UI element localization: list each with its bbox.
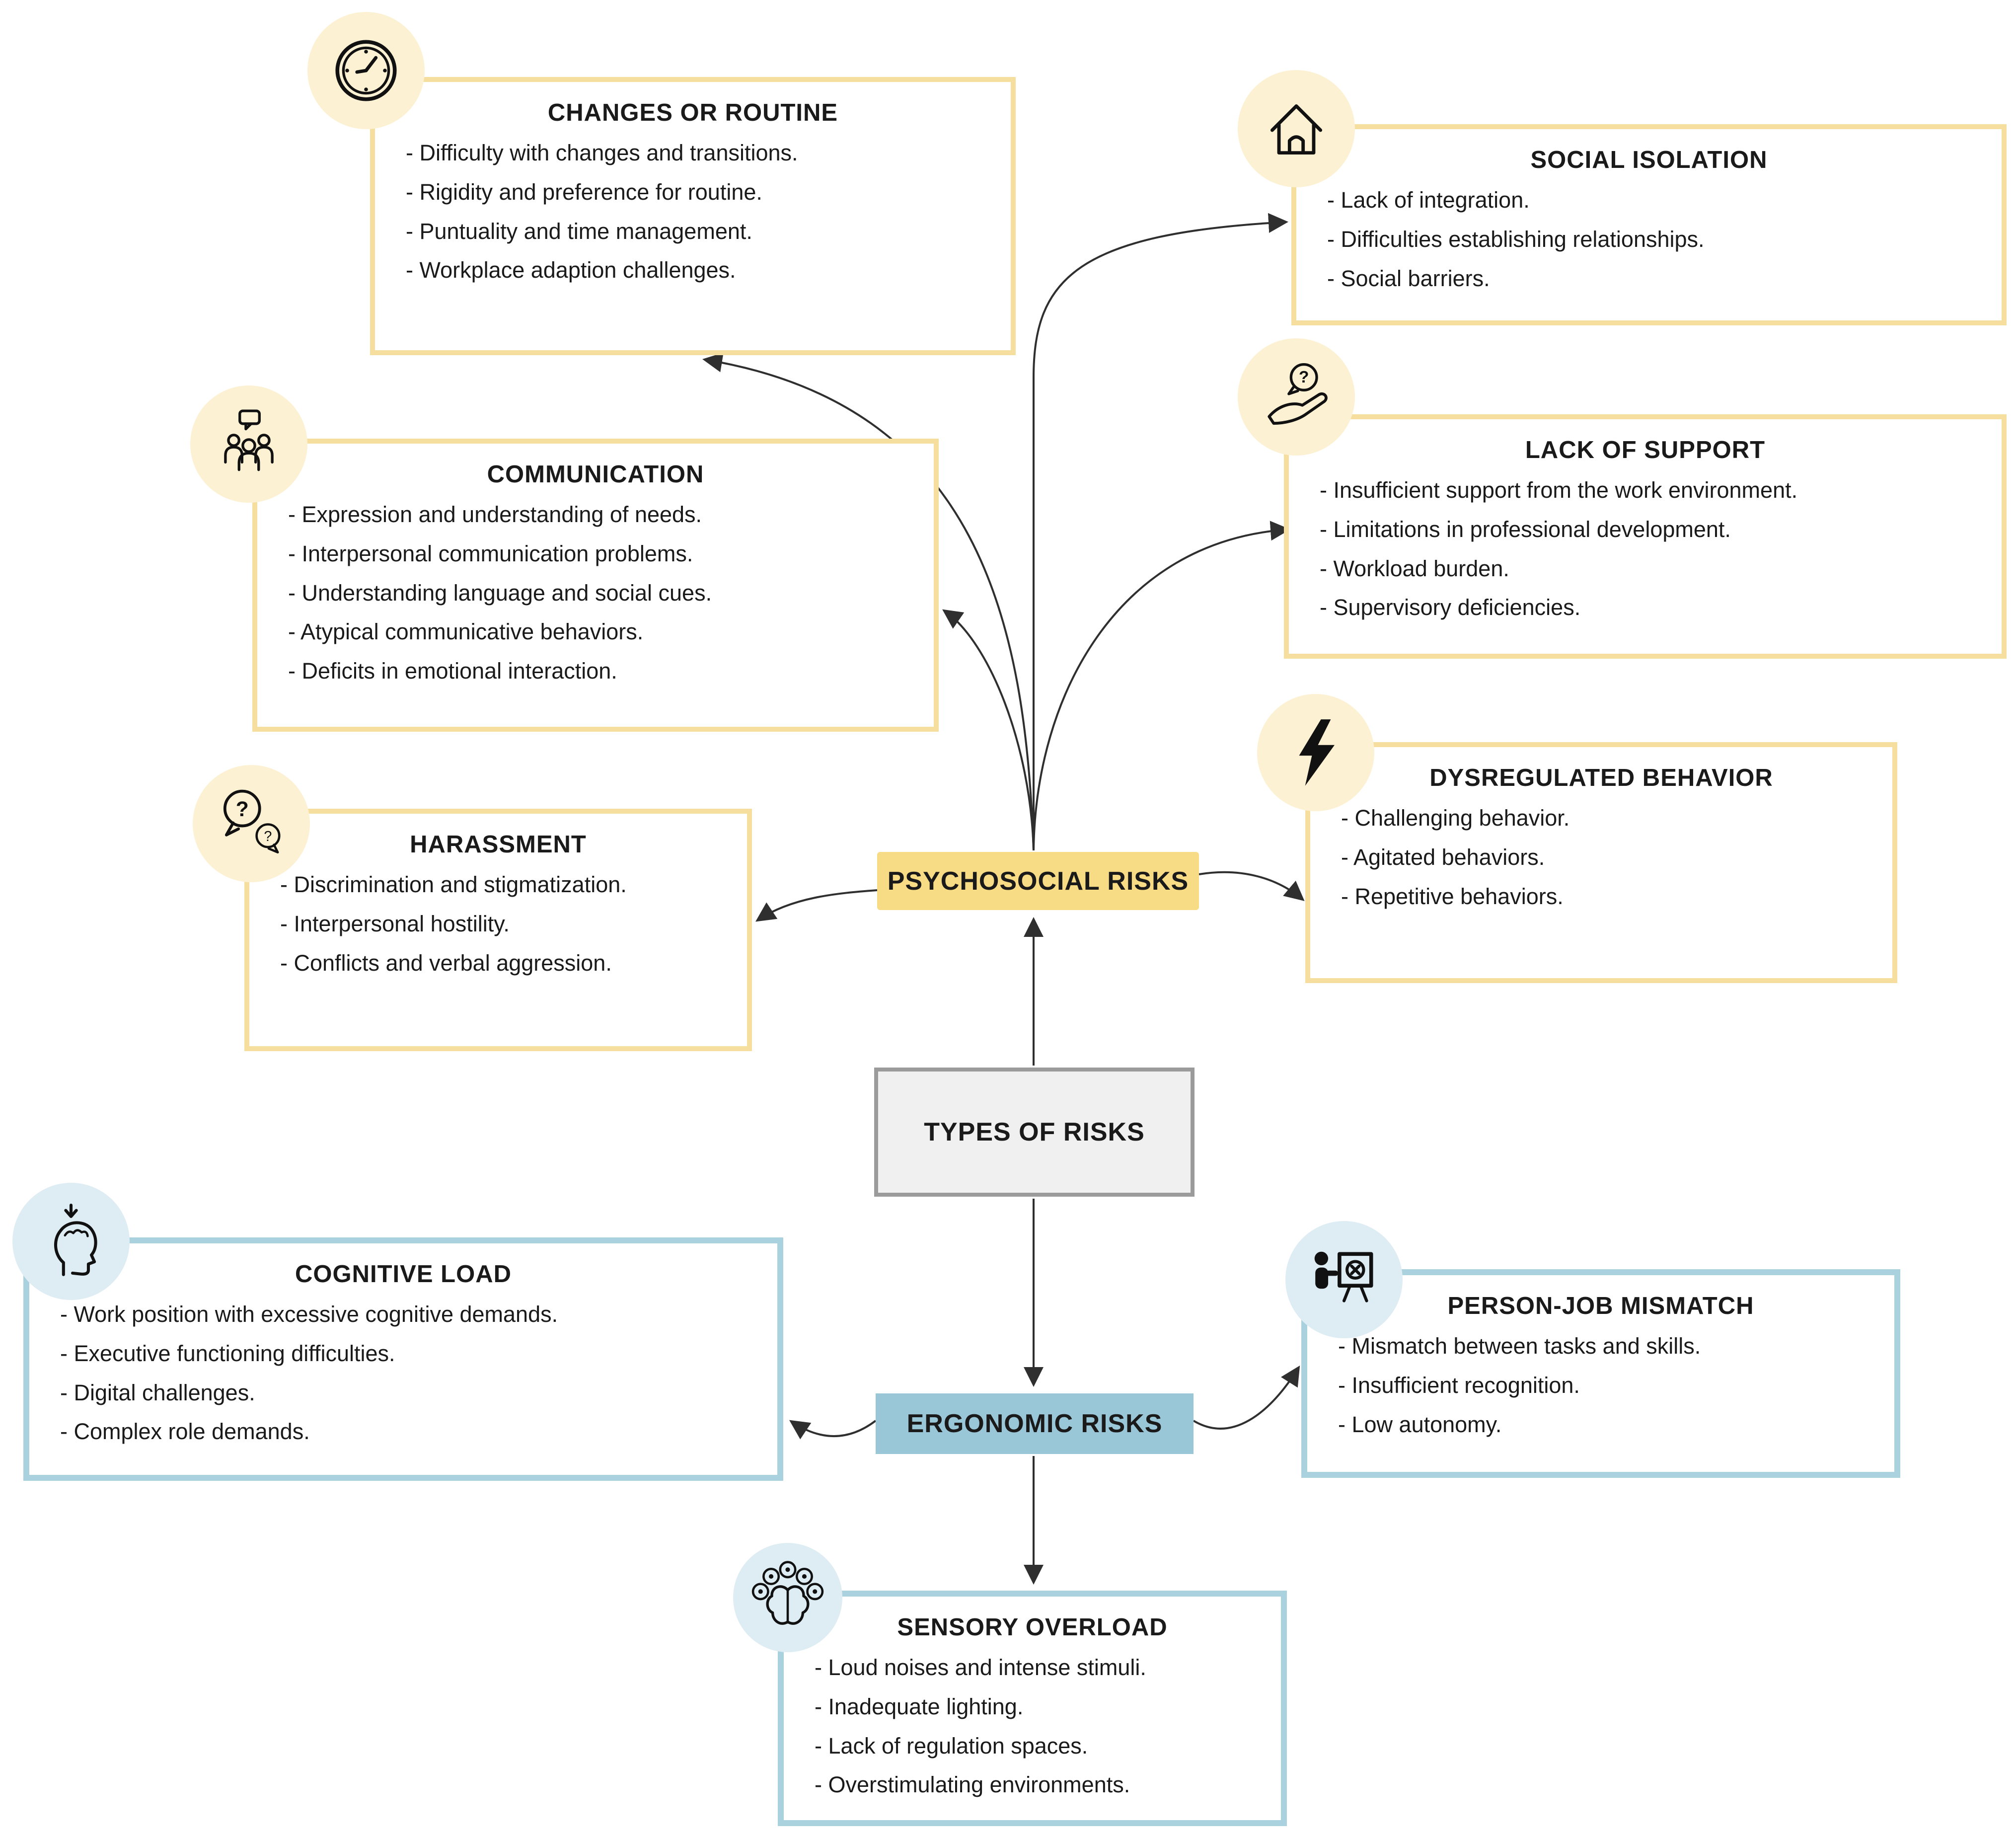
list-item: - Interpersonal communication problems. [288,540,693,566]
svg-text:?: ? [1298,368,1309,387]
question-bubbles-icon [214,786,289,861]
list-item: - Mismatch between tasks and skills. [1338,1333,1701,1359]
list-item: - Complex role demands. [60,1419,310,1445]
list-item: - Supervisory deficiencies. [1320,595,1581,620]
head-brain-icon [33,1204,109,1279]
types-of-risks-label: TYPES OF RISKS [924,1118,1145,1147]
person-job-mismatch-items [1307,1322,1894,1444]
list-item: - Insufficient recognition. [1338,1372,1580,1398]
list-item: - Challenging behavior. [1341,805,1570,831]
dysregulated-icon-badge [1257,694,1374,811]
types-of-risks-node [874,1068,1195,1197]
list-item: - Conflicts and verbal aggression. [280,950,612,976]
lightning-icon [1278,715,1353,790]
list-item: - Executive functioning difficulties. [60,1340,395,1366]
changes-or-routine-box [370,77,1016,355]
svg-text:?: ? [264,828,272,844]
list-item: - Puntuality and time management. [406,218,752,244]
list-item: - Expression and understanding of needs. [288,502,702,527]
arrow-ergonomic-to-cognitive-load [792,1421,876,1436]
lack-of-support-box [1284,414,2007,659]
list-item: - Limitations in professional development. [1320,516,1731,542]
changes-or-routine-title: CHANGES OR ROUTINE [547,99,838,126]
communication-icon-badge [190,385,307,503]
harassment-icon-badge [193,765,310,882]
list-item: - Lack of integration. [1327,187,1530,213]
changes-icon-badge [307,12,425,129]
person-job-mismatch-icon-badge [1285,1221,1403,1338]
arrow-psychosocial-to-communication [945,611,1034,850]
lack-of-support-items [1289,466,2002,627]
lack-of-support-icon-badge [1238,338,1355,456]
clock-icon [328,33,404,108]
list-item: - Deficits in emotional interaction. [288,658,617,684]
sensory-overload-items [784,1643,1281,1805]
harassment-title: HARASSMENT [410,831,587,858]
cognitive-load-box [23,1237,783,1481]
list-item: - Repetitive behaviors. [1341,883,1564,909]
communication-items [257,490,934,691]
social-isolation-title: SOCIAL ISOLATION [1530,147,1768,173]
cognitive-load-icon-badge [12,1183,130,1300]
list-item: - Work position with excessive cognitive demands. [60,1302,558,1327]
social-isolation-box [1291,124,2007,325]
ergonomic-risks-node [876,1393,1194,1454]
sensory-overload-title: SENSORY OVERLOAD [897,1614,1168,1641]
list-item: - Low autonomy. [1338,1411,1502,1437]
list-item: - Social barriers. [1327,265,1490,291]
dysregulated-behavior-title: DYSREGULATED BEHAVIOR [1429,765,1773,791]
arrow-ergonomic-to-person-job-mismatch [1194,1368,1298,1429]
person-job-mismatch-title: PERSON-JOB MISMATCH [1447,1293,1754,1319]
ergonomic-risks-label: ERGONOMIC RISKS [906,1409,1163,1438]
list-item: - Workload burden. [1320,555,1509,581]
list-item: - Workplace adaption challenges. [406,257,736,283]
dysregulated-behavior-box [1305,742,1897,983]
list-item: - Difficulty with changes and transitions. [406,140,798,165]
arrow-psychosocial-to-dysregulated-behavior [1199,872,1302,899]
lack-of-support-title: LACK OF SUPPORT [1525,437,1766,463]
harassment-box [244,809,752,1051]
arrow-psychosocial-to-harassment [758,890,877,920]
list-item: - Digital challenges. [60,1379,255,1405]
list-item: - Lack of regulation spaces. [815,1733,1088,1759]
list-item: - Interpersonal hostility. [280,911,510,936]
sensory-overload-box [778,1591,1287,1826]
senses-brain-icon [750,1560,825,1635]
psychosocial-risks-node [877,852,1199,910]
house-icon [1259,91,1334,166]
list-item: - Atypical communicative behaviors. [288,619,644,645]
presentation-x-icon [1306,1242,1382,1317]
list-item: - Difficulties establishing relationships. [1327,226,1705,252]
harassment-items [249,860,747,983]
hand-question-icon [1259,359,1334,435]
list-item: - Insufficient support from the work environment. [1320,477,1798,503]
dysregulated-behavior-items [1310,794,1892,916]
list-item: - Discrimination and stigmatization. [280,872,627,897]
list-item: - Loud noises and intense stimuli. [815,1655,1146,1680]
list-item: - Inadequate lighting. [815,1693,1024,1719]
social-isolation-icon-badge [1238,70,1355,187]
cognitive-load-items [29,1290,777,1452]
list-item: - Understanding language and social cues. [288,580,712,606]
team-speech-icon [211,406,287,482]
list-item: - Agitated behaviors. [1341,844,1545,870]
cognitive-load-title: COGNITIVE LOAD [295,1261,512,1288]
arrow-psychosocial-to-lack-of-support [1034,530,1287,850]
changes-or-routine-items [375,129,1011,290]
social-isolation-items [1296,176,2002,298]
sensory-overload-icon-badge [733,1543,842,1652]
arrow-psychosocial-to-social-isolation [1034,222,1285,850]
communication-title: COMMUNICATION [487,461,704,488]
communication-box [252,439,939,732]
list-item: - Overstimulating environments. [815,1772,1130,1798]
svg-text:?: ? [235,797,249,821]
psychosocial-risks-label: PSYCHOSOCIAL RISKS [887,866,1189,896]
list-item: - Rigidity and preference for routine. [406,179,762,205]
